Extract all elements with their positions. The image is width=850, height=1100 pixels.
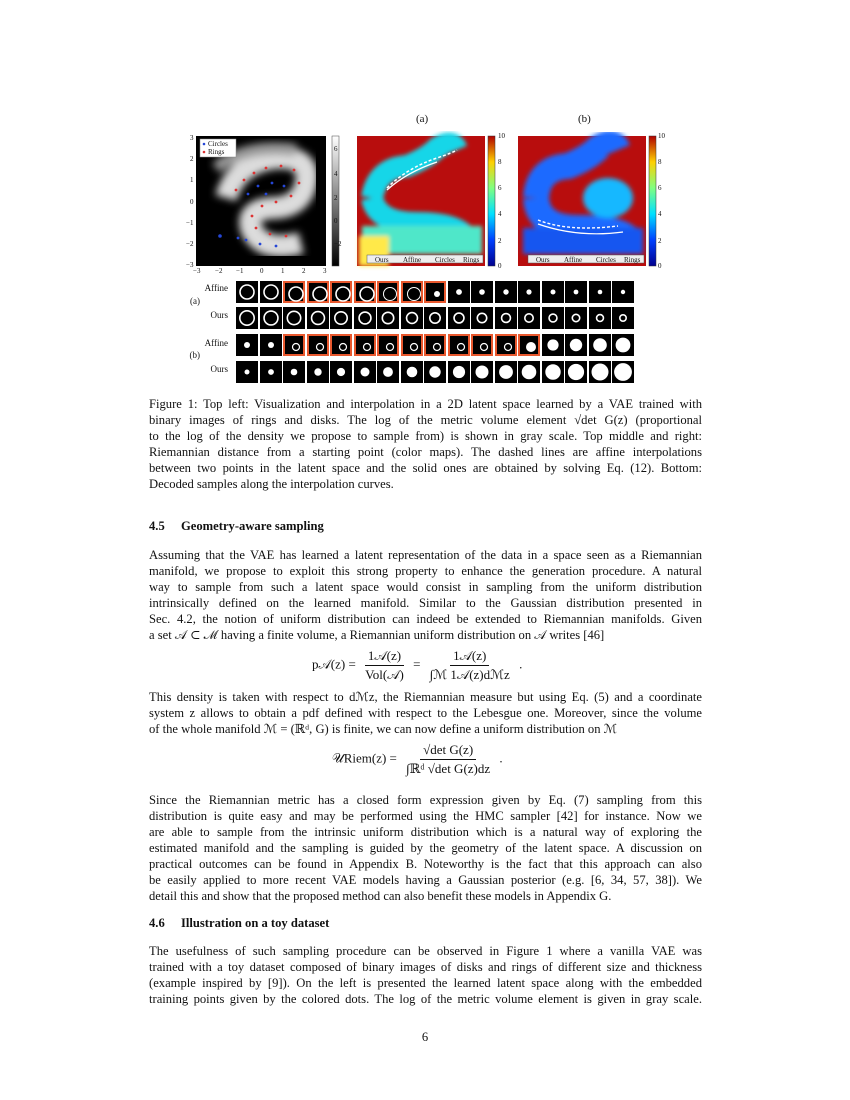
row-label-affine-a: Affine: [204, 283, 228, 293]
text-line: system z allows to obtain a pdf defined with respect to the Lebesgue one. Moreover, since the volume: [149, 706, 702, 720]
eq-denominator: ∫ℳ 1𝒜(z)dℳz: [429, 667, 510, 682]
section-number: 4.6: [149, 916, 165, 930]
legend-circles: Circles: [435, 256, 455, 264]
decoded-sample-thumbnail: [448, 281, 470, 303]
decoded-sample-thumbnail: [330, 281, 352, 303]
decoded-sample-thumbnail: [283, 334, 305, 356]
text-line: manifold, we propose to exploit this strong property to enhance the generation procedure. A natural: [149, 564, 702, 578]
decoded-sample-thumbnail: [495, 281, 517, 303]
decoded-sample-thumbnail: [495, 307, 517, 329]
cbar-tick: 4: [498, 210, 502, 218]
eq-fraction: [362, 648, 407, 683]
caption-line: Riemannian distance from a starting point (color maps). The dashed lines are affine interpolations: [149, 445, 702, 459]
decoded-sample-thumbnail: [565, 361, 587, 383]
decoded-sample-thumbnail: [495, 361, 517, 383]
decoded-sample-thumbnail: [565, 281, 587, 303]
text-line: Assuming that the VAE has learned a latent representation of the data in a space seen as a Riemannian: [149, 548, 702, 562]
eq-lhs: 𝒰Riem(z) =: [332, 750, 397, 766]
y-tick: −3: [186, 261, 194, 269]
text-line: a set 𝒜 ⊂ ℳ having a finite volume, a Riemannian uniform distribution on 𝒜 writes [46]: [149, 628, 605, 642]
legend-circles: Circles: [208, 140, 228, 148]
text-line: (example inspired by [9]). On the left is presented the learned latent space along with the embedded: [149, 976, 702, 990]
group-label-b: (b): [189, 350, 200, 360]
equation-uniform-set: [312, 648, 522, 683]
section-title: Illustration on a toy dataset: [181, 916, 330, 930]
decoded-sample-thumbnail: [283, 281, 305, 303]
legend-affine: Affine: [564, 256, 583, 264]
y-tick: 2: [190, 155, 194, 163]
text-line: distribution is quite easy and may be performed using the HMC sampler [42] for instance. Now we: [149, 809, 702, 823]
x-tick: −1: [236, 267, 244, 275]
y-tick: −2: [186, 240, 194, 248]
caption-line: to the log of the density we propose to sample from) is shown in gray scale. Top middle and right:: [149, 429, 702, 443]
legend-rings: Rings: [463, 256, 480, 264]
decoded-sample-thumbnail: [471, 361, 493, 383]
x-tick: 3: [323, 267, 327, 275]
y-tick: 1: [190, 176, 194, 184]
decoded-sample-thumbnail: [377, 361, 399, 383]
section-number: 4.5: [149, 519, 165, 533]
eq-lhs: p𝒜(z) =: [312, 656, 356, 672]
decoded-sample-thumbnail: [612, 334, 634, 356]
decoded-sample-thumbnail: [518, 334, 540, 356]
decoded-sample-thumbnail: [612, 281, 634, 303]
text-line: be easily applied to more recent VAE models having a Gaussian posterior (e.g. [6, 34, 57, 38]). We: [149, 873, 702, 887]
text-line: practical outcomes can be found in Appendix B. Noteworthy is the fact that this approach can also: [149, 857, 702, 871]
eq-fraction: [403, 742, 493, 777]
legend-rings: Rings: [624, 256, 641, 264]
decoded-sample-thumbnail: [307, 281, 329, 303]
decoded-sample-thumbnail: [401, 307, 423, 329]
section-heading-4-6: [149, 916, 329, 931]
y-tick: 3: [190, 134, 194, 142]
text-line: training points given by the colored dots. The log of the metric volume element is given in gray scale.: [149, 992, 702, 1006]
x-tick: −2: [215, 267, 223, 275]
cbar-tick: 0: [498, 262, 502, 270]
legend-ours: Ours: [375, 256, 389, 264]
paragraph-4-6: [149, 943, 702, 1007]
figure-caption: [149, 396, 702, 492]
paragraph-4-5-a: [149, 547, 702, 643]
row-label-affine-b: Affine: [204, 338, 228, 348]
caption-line: Figure 1: Top left: Visualization and interpolation in a 2D latent space learned by a VAE trained with: [149, 397, 702, 411]
eq-denominator: Vol(𝒜): [365, 667, 404, 682]
eq-denominator: ∫ℝᵈ √det G(z)dz: [406, 761, 491, 776]
cbar-tick: 2: [658, 237, 662, 245]
row-label-ours-a: Ours: [210, 310, 228, 320]
decoded-sample-thumbnail: [260, 361, 282, 383]
decoded-sample-thumbnail: [424, 307, 446, 329]
cbar-tick: 8: [658, 158, 662, 166]
eq-end: .: [499, 750, 503, 766]
text-line: Sec. 4.2, the notion of uniform distribution can indeed be extended to Riemannian manifolds. Given: [149, 612, 702, 626]
decoded-sample-thumbnail: [542, 281, 564, 303]
page-number: 6: [421, 1030, 429, 1044]
decoded-sample-thumbnail: [354, 334, 376, 356]
decoded-sample-thumbnail: [565, 307, 587, 329]
decoded-sample-thumbnail: [518, 281, 540, 303]
distance-map-a: [347, 128, 507, 273]
decoded-sample-thumbnail: [565, 334, 587, 356]
section-title: Geometry-aware sampling: [181, 519, 324, 533]
section-heading-4-5: [149, 519, 324, 534]
decoded-sample-thumbnail: [401, 334, 423, 356]
text-line: detail this and show that the proposed method can also benefit these models in Appendix G.: [149, 889, 612, 903]
text-line: Since the Riemannian metric has a closed form expression given by Eq. (7) sampling from this: [149, 793, 702, 807]
decoded-sample-thumbnail: [236, 334, 258, 356]
cbar-tick: 8: [498, 158, 502, 166]
eq-fraction: [427, 648, 513, 683]
row-label-ours-b: Ours: [210, 364, 228, 374]
eq-end: .: [519, 656, 523, 672]
decoded-sample-thumbnail: [424, 281, 446, 303]
caption-line: Decoded samples along the interpolation curves.: [149, 477, 394, 491]
decoded-sample-thumbnail: [471, 307, 493, 329]
cbar-tick: 0: [334, 217, 338, 225]
text-line: way to sample from such a latent space would consist in sampling from the uniform distribution: [149, 580, 702, 594]
decoded-sample-thumbnail: [236, 361, 258, 383]
eq-numerator: √det G(z): [420, 742, 476, 760]
decoded-sample-thumbnail: [542, 307, 564, 329]
cbar-tick: 4: [658, 210, 662, 218]
legend-rings: Rings: [208, 148, 225, 156]
cbar-tick: 10: [658, 132, 665, 140]
decoded-sample-thumbnail: [424, 334, 446, 356]
distance-map-b-svg: [508, 128, 668, 273]
decoded-sample-thumbnail: [330, 334, 352, 356]
decoded-sample-thumbnail: [448, 307, 470, 329]
decoded-sample-thumbnail: [424, 361, 446, 383]
decoded-sample-thumbnail: [307, 334, 329, 356]
decoded-sample-thumbnail: [377, 307, 399, 329]
x-tick: 2: [302, 267, 306, 275]
cbar-tick: 10: [498, 132, 505, 140]
cbar-tick: 4: [334, 170, 338, 178]
eq-numerator: 1𝒜(z): [365, 648, 404, 666]
cbar-tick: 6: [658, 184, 662, 192]
decoded-sample-thumbnail: [495, 334, 517, 356]
decoded-sample-thumbnail: [448, 334, 470, 356]
text-line: of the whole manifold ℳ = (ℝᵈ, G) is finite, we can now define a uniform distribution on ℳ: [149, 722, 618, 736]
text-line: This density is taken with respect to dℳz, the Riemannian measure but using Eq. (5) and a coordinate: [149, 690, 702, 704]
decoded-sample-thumbnail: [612, 361, 634, 383]
decoded-sample-thumbnail: [307, 307, 329, 329]
eq-numerator: 1𝒜(z): [450, 648, 489, 666]
decoded-sample-thumbnail: [471, 281, 493, 303]
decoded-sample-thumbnail: [354, 307, 376, 329]
decoded-sample-thumbnail: [401, 361, 423, 383]
panel-label-a: (a): [416, 113, 429, 125]
paragraph-4-5-c: [149, 792, 702, 904]
decoded-sample-thumbnail: [377, 281, 399, 303]
caption-line: binary images of rings and disks. The log of the metric volume element √det G(z) (proportional: [149, 413, 702, 427]
decoded-sample-thumbnail: [260, 281, 282, 303]
decoded-sample-thumbnail: [518, 307, 540, 329]
decoded-sample-thumbnail: [354, 281, 376, 303]
paragraph-4-5-b: [149, 689, 702, 737]
decoded-sample-thumbnail: [589, 307, 611, 329]
decoded-sample-thumbnail: [589, 334, 611, 356]
legend-circles: Circles: [596, 256, 616, 264]
decoded-sample-thumbnail: [330, 361, 352, 383]
x-tick: −3: [193, 267, 201, 275]
x-tick: 1: [281, 267, 285, 275]
text-line: estimated manifold and the sampling is guided by the geometry of the latent space. A discussion on: [149, 841, 702, 855]
decoded-sample-thumbnail: [283, 307, 305, 329]
decoded-sample-thumbnail: [612, 307, 634, 329]
cbar-tick: 0: [658, 262, 662, 270]
text-line: The usefulness of such sampling procedure can be observed in Figure 1 where a vanilla VAE was: [149, 944, 702, 958]
decoded-sample-thumbnail: [542, 361, 564, 383]
decoded-sample-thumbnail: [354, 361, 376, 383]
decoded-sample-thumbnail: [307, 361, 329, 383]
decoded-sample-thumbnail: [518, 361, 540, 383]
decoded-sample-thumbnail: [471, 334, 493, 356]
text-line: trained with a toy dataset composed of binary images of disks and rings of different size and thickness: [149, 960, 702, 974]
text-line: are able to sample from the intrinsic uniform distribution which is a natural way of exploring the: [149, 825, 702, 839]
decoded-sample-thumbnail: [589, 281, 611, 303]
cbar-tick: 2: [498, 237, 502, 245]
decoded-sample-thumbnail: [260, 307, 282, 329]
latent-space-plot: [186, 128, 346, 273]
panel-label-b: (b): [578, 113, 591, 125]
eq-sign: =: [413, 656, 421, 672]
cbar-tick: 6: [498, 184, 502, 192]
x-tick: 0: [260, 267, 264, 275]
decoded-sample-thumbnail: [448, 361, 470, 383]
equation-riemannian-uniform: [332, 742, 503, 777]
decoded-sample-thumbnail: [330, 307, 352, 329]
y-tick: −1: [186, 219, 194, 227]
legend-ours: Ours: [536, 256, 550, 264]
distance-map-b: [508, 128, 668, 273]
decoded-sample-thumbnail: [377, 334, 399, 356]
decoded-sample-thumbnail: [283, 361, 305, 383]
decoded-sample-thumbnail: [236, 281, 258, 303]
decoded-sample-thumbnail: [236, 307, 258, 329]
y-tick: 0: [190, 198, 194, 206]
decoded-sample-thumbnail: [401, 281, 423, 303]
caption-line: between two points in the latent space and the solid ones are obtained by solving Eq. (12). Bottom:: [149, 461, 702, 475]
text-line: intrinsically defined on the learned manifold. Similar to the Gaussian distribution presented in: [149, 596, 702, 610]
decoded-sample-thumbnail: [589, 361, 611, 383]
group-label-a: (a): [190, 296, 200, 306]
cbar-tick: 6: [334, 145, 338, 153]
legend-affine: Affine: [403, 256, 422, 264]
decoded-sample-thumbnail: [260, 334, 282, 356]
decoded-sample-thumbnail: [542, 334, 564, 356]
cbar-tick: −2: [334, 240, 342, 248]
distance-map-a-svg: [347, 128, 507, 273]
cbar-tick: 2: [334, 194, 338, 202]
